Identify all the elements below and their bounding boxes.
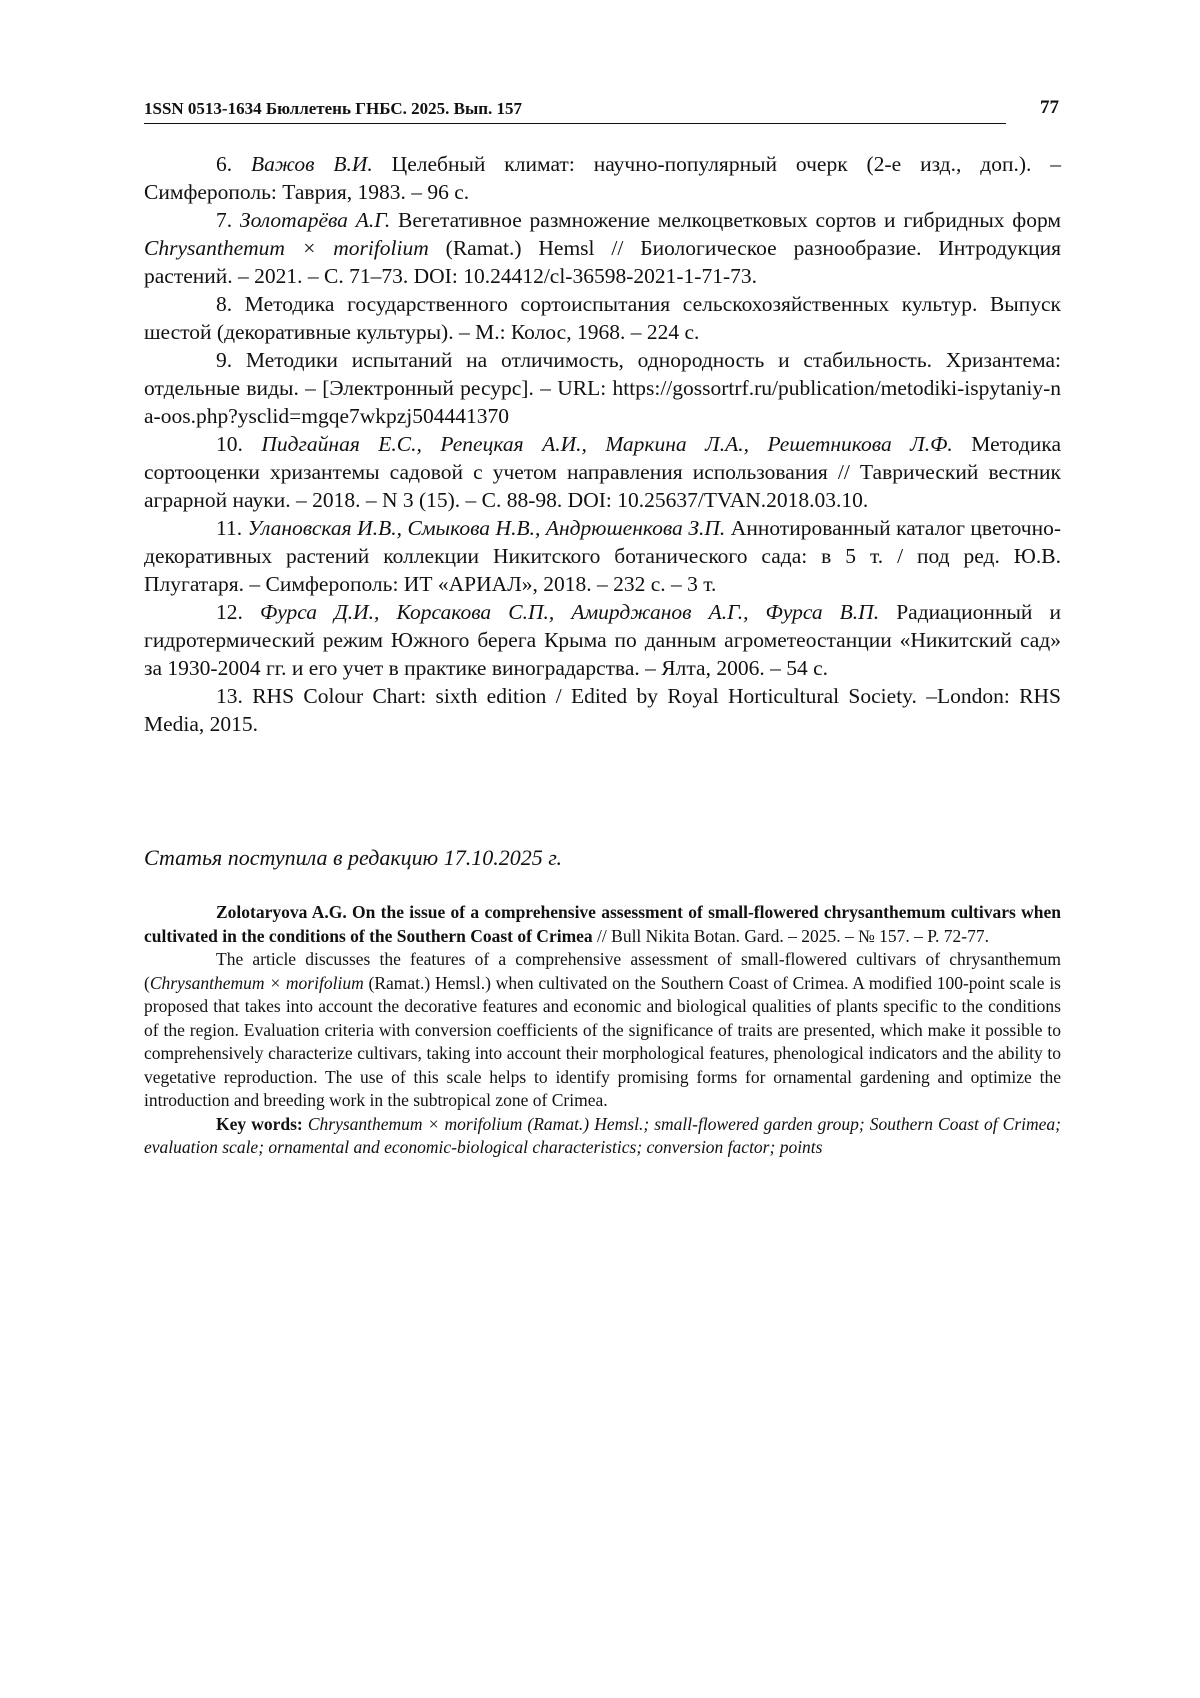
abstract-title: Zolotaryova A.G. On the issue of a comprehensive assessment of small-flowered chrysanthemum cultivars when cultivated in the conditions of the Southern Coast of Crimea bbox=[144, 902, 1061, 946]
reference-item-8 bbox=[144, 290, 1061, 346]
header-rule bbox=[144, 123, 1006, 124]
reference-text: Методики испытаний на отличимость, однородность и стабильность. Хризантема: отдельные виды. – [Электронный ресурс]. – URL: bbox=[144, 348, 1062, 400]
reference-text: Методика сортооценки хризантемы садовой с учетом направления использования // Таврический вестник аграрной науки. – 2018. – N 3 (15). – С. 88-98. DOI: 10.25637/TVAN.2018.03.10. bbox=[144, 432, 1062, 512]
english-abstract bbox=[144, 901, 1061, 1160]
keywords-list: Chrysanthemum × morifolium (Ramat.) Hemsl.; small-flowered garden group; Southern Coast of Crimea; evaluation scale; ornamental and economic-biological characteristics; conversion factor; points bbox=[144, 1113, 1062, 1157]
reference-item-9 bbox=[144, 346, 1061, 430]
abstract-body-text-continued: (Ramat.) Hemsl.) when cultivated on the Southern Coast of Crimea. A modified 100-point scale is proposed that takes into account the decorative features and economic and biological qualities of plants specific to the conditions of the region. Evaluation criteria with conversion coefficients of the significance of traits are presented, which make it possible to comprehensively characterize cultivars, taking into account their morphological features, phenological indicators and the ability to vegetative reproduction. The use of this scale helps to identify promising forms for ornamental gardening and optimize the introduction and breeding work in the subtropical zone of Crimea. bbox=[144, 972, 1061, 1110]
reference-text: RHS Colour Chart: sixth edition / Edited by Royal Horticultural Society. –London: RHS Media, 2015. bbox=[144, 684, 1061, 736]
reference-authors: Важов В.И. bbox=[251, 152, 373, 176]
reference-item-12 bbox=[144, 598, 1061, 682]
reference-number: 8. bbox=[216, 292, 233, 316]
reference-number: 7. bbox=[216, 208, 233, 232]
reference-authors: Фурса Д.И., Корсакова С.П., Амирджанов А.Г., Фурса В.П. bbox=[259, 600, 880, 624]
reference-text: Целебный климат: научно-популярный очерк (2-е изд., доп.). – Симферополь: Таврия, 1983. – 96 с. bbox=[144, 152, 1062, 204]
journal-header-title: 1SSN 0513-1634 Бюллетень ГНБС. 2025. Вып. 157 bbox=[144, 99, 523, 118]
abstract-species-name: Chrysanthemum × morifolium bbox=[149, 972, 364, 993]
reference-text: Методика государственного сортоиспытания сельскохозяйственных культур. Выпуск шестой (декоративные культуры). – М.: Колос, 1968. – 224 с. bbox=[144, 292, 1061, 344]
running-header bbox=[144, 96, 1004, 124]
abstract-body bbox=[144, 948, 1061, 1113]
reference-number: 12. bbox=[216, 600, 243, 624]
reference-list bbox=[144, 150, 1061, 738]
reference-url-link[interactable]: https://gossortrf.ru/publication/metodiki-ispytaniy-na-oos.php?ysclid=mgqe7wkpzj504441370 bbox=[144, 376, 1061, 428]
reference-authors: Пидгайная Е.С., Репецкая А.И., Маркина Л.А., Решетникова Л.Ф. bbox=[261, 432, 953, 456]
reference-item-6 bbox=[144, 150, 1061, 206]
reference-number: 9. bbox=[216, 348, 233, 372]
received-date-note: Статья поступила в редакцию 17.10.2025 г. bbox=[144, 845, 562, 870]
abstract-body-text: The article discusses the features of a comprehensive assessment of small-flowered cultivars of chrysanthemum ( bbox=[144, 949, 1061, 993]
reference-text-continued: (Ramat.) Hemsl // Биологическое разнообразие. Интродукция растений. – 2021. – С. 71–73. DOI: 10.24412/cl-36598-2021-1-71-73. bbox=[144, 236, 1061, 288]
reference-item-11 bbox=[144, 514, 1061, 598]
reference-authors: Улановская И.В., Смыкова Н.В., Андрюшенкова З.П. bbox=[247, 516, 726, 540]
keywords-label: Key words: bbox=[216, 1113, 303, 1134]
reference-number: 6. bbox=[216, 152, 233, 176]
reference-text: Радиационный и гидротермический режим Южного берега Крыма по данным агрометеостанции «Никитский сад» за 1930-2004 гг. и его учет в практике виноградарства. – Ялта, 2006. – 54 с. bbox=[144, 600, 1061, 680]
reference-number: 11. bbox=[216, 516, 243, 540]
page-number: 77 bbox=[1040, 97, 1059, 118]
reference-item-7 bbox=[144, 206, 1061, 290]
reference-item-10 bbox=[144, 430, 1061, 514]
reference-number: 13. bbox=[216, 684, 243, 708]
reference-text: Вегетативное размножение мелкоцветковых сортов и гибридных форм bbox=[398, 208, 1062, 232]
abstract-keywords bbox=[144, 1113, 1061, 1160]
reference-text: Аннотированный каталог цветочно-декоративных растений коллекции Никитского ботанического сада: в 5 т. / под ред. Ю.В. Плугатаря. – Симферополь: ИТ «АРИАЛ», 2018. – 232 с. – 3 т. bbox=[144, 516, 1062, 596]
reference-item-13 bbox=[144, 682, 1061, 738]
reference-authors: Золотарёва А.Г. bbox=[239, 208, 391, 232]
reference-number: 10. bbox=[216, 432, 243, 456]
species-name: Chrysanthemum × morifolium bbox=[144, 236, 429, 260]
abstract-citation-paragraph bbox=[144, 901, 1061, 948]
abstract-citation: // Bull Nikita Botan. Gard. – 2025. – № 157. – P. 72-77. bbox=[597, 925, 990, 946]
